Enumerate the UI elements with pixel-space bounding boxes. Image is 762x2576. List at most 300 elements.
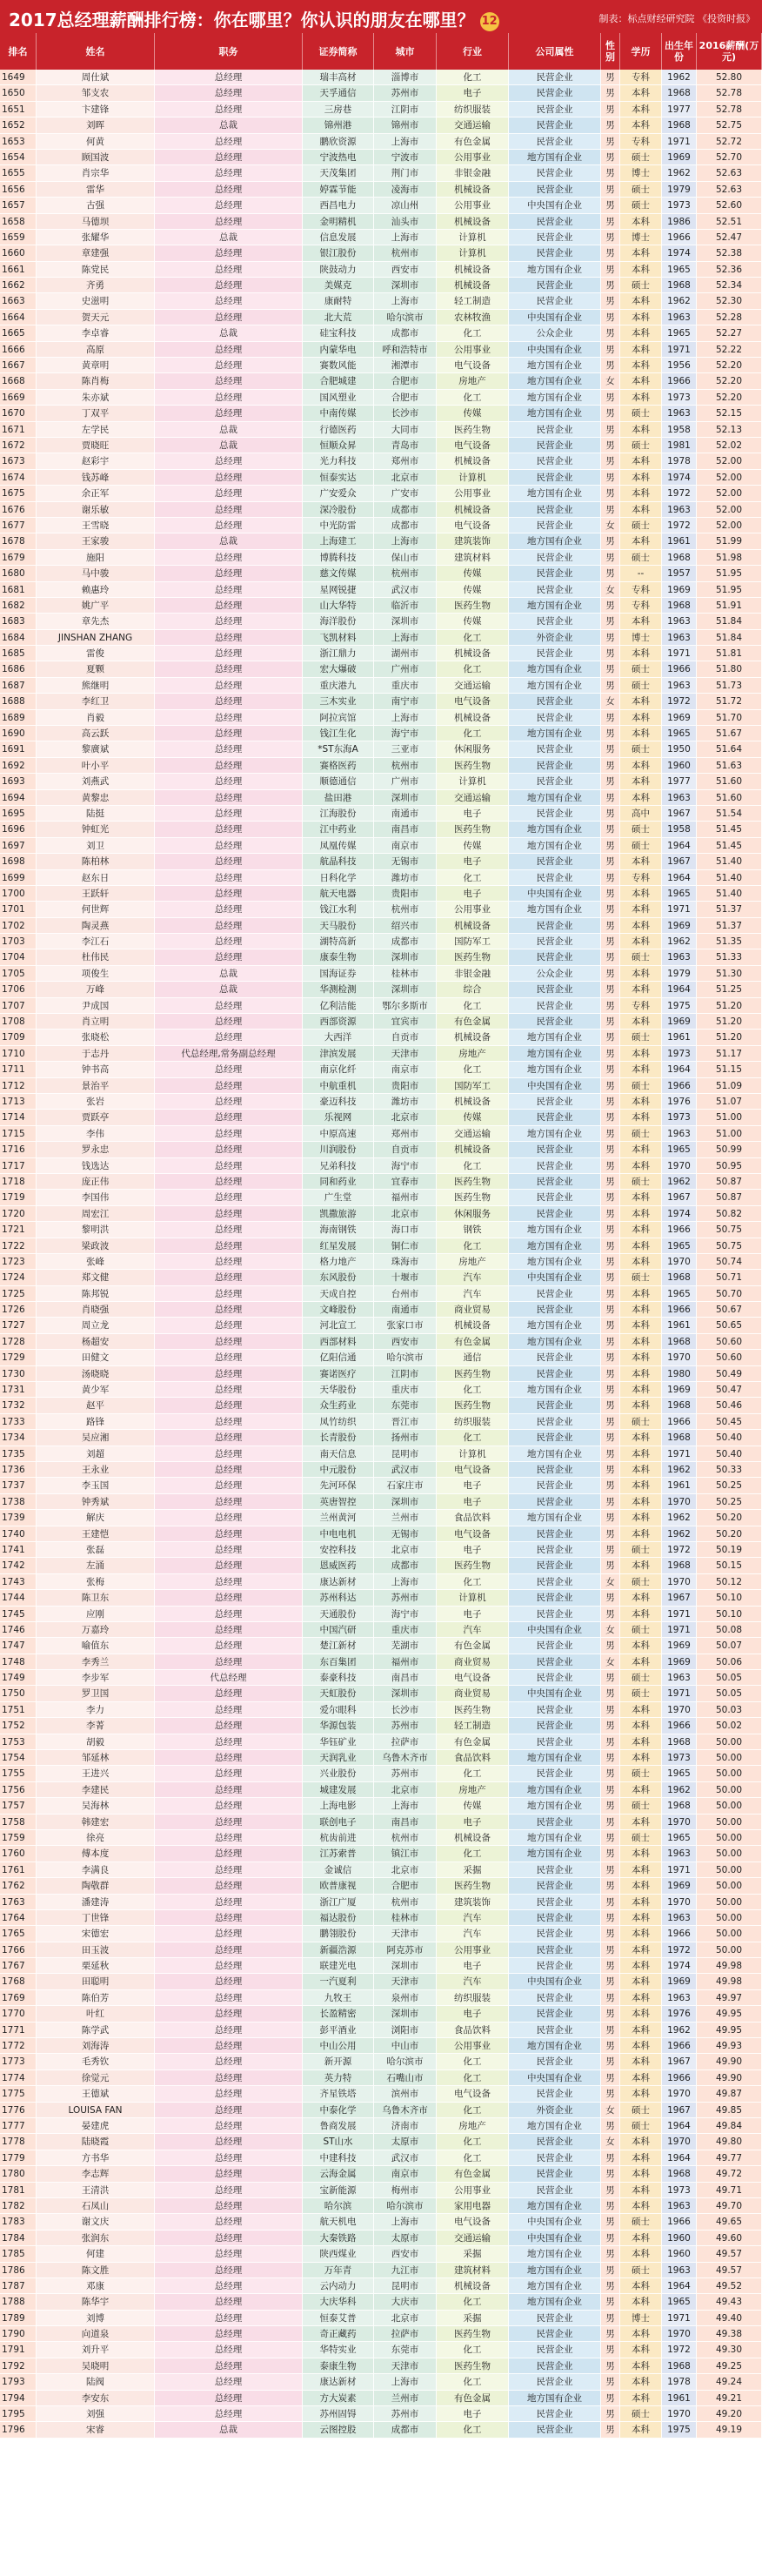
cell-pay: 50.99 — [697, 1142, 762, 1157]
cell-city: 上海市 — [374, 630, 437, 646]
cell-gender: 女 — [601, 1574, 620, 1590]
cell-gender: 男 — [601, 342, 620, 358]
cell-rank: 1721 — [0, 1222, 37, 1238]
cell-stock: 新疆浩源 — [303, 1942, 374, 1958]
cell-gender: 男 — [601, 2086, 620, 2102]
cell-birth-year: 1967 — [662, 1590, 697, 1606]
cell-ownership: 民营企业 — [509, 1142, 601, 1157]
cell-city: 保山市 — [374, 550, 437, 566]
cell-gender: 男 — [601, 614, 620, 629]
cell-ownership: 民营企业 — [509, 1607, 601, 1622]
cell-gender: 男 — [601, 117, 620, 133]
cell-ownership: 地方国有企业 — [509, 1046, 601, 1062]
cell-name: 叶小平 — [37, 758, 155, 774]
cell-pay: 49.52 — [697, 2278, 762, 2294]
cell-industry: 电子 — [437, 2006, 509, 2022]
cell-pay: 50.20 — [697, 1526, 762, 1542]
cell-gender: 男 — [601, 1558, 620, 1573]
cell-rank: 1748 — [0, 1654, 37, 1670]
cell-ownership: 民营企业 — [509, 1398, 601, 1413]
cell-ownership: 民营企业 — [509, 1494, 601, 1510]
cell-pay: 51.98 — [697, 550, 762, 566]
table-row — [0, 678, 762, 694]
cell-stock: 西昌电力 — [303, 198, 374, 213]
cell-industry: 医药生物 — [437, 949, 509, 965]
cell-title: 总经理 — [155, 1558, 303, 1573]
table-row — [0, 165, 762, 181]
cell-industry: 建筑装饰 — [437, 1895, 509, 1910]
cell-birth-year: 1963 — [662, 1990, 697, 2006]
cell-gender: 男 — [601, 1334, 620, 1350]
cell-ownership: 民营企业 — [509, 214, 601, 230]
cell-title: 总经理 — [155, 278, 303, 293]
cell-rank: 1668 — [0, 373, 37, 389]
cell-pay: 49.71 — [697, 2183, 762, 2198]
cell-ownership: 民营企业 — [509, 2374, 601, 2390]
cell-title: 总经理 — [155, 1734, 303, 1750]
cell-gender: 男 — [601, 1462, 620, 1478]
cell-stock: 三木实业 — [303, 694, 374, 709]
cell-industry: 交通运输 — [437, 790, 509, 806]
cell-city: 大同市 — [374, 422, 437, 438]
cell-industry: 食品饮料 — [437, 1750, 509, 1766]
cell-city: 成都市 — [374, 518, 437, 533]
cell-education: 本科 — [620, 2294, 662, 2310]
cell-stock: 哈尔滨 — [303, 2198, 374, 2214]
cell-education: 硕士 — [620, 150, 662, 165]
cell-title: 总经理 — [155, 1174, 303, 1190]
cell-gender: 男 — [601, 774, 620, 789]
cell-education: 本科 — [620, 2166, 662, 2182]
table-row — [0, 2183, 762, 2198]
cell-industry: 公用事业 — [437, 2038, 509, 2054]
table-row — [0, 1446, 762, 1462]
cell-ownership: 地方国有企业 — [509, 1750, 601, 1766]
cell-birth-year: 1969 — [662, 1014, 697, 1030]
cell-stock: 航晶科技 — [303, 854, 374, 869]
cell-gender: 男 — [601, 2294, 620, 2310]
cell-stock: 天通股份 — [303, 1607, 374, 1622]
cell-pay: 51.37 — [697, 918, 762, 934]
cell-education: 本科 — [620, 1750, 662, 1766]
cell-rank: 1747 — [0, 1638, 37, 1654]
cell-title: 总经理 — [155, 1286, 303, 1302]
cell-title: 总经理 — [155, 1318, 303, 1333]
cell-title: 总经理 — [155, 198, 303, 213]
table-row — [0, 582, 762, 598]
cell-stock: 凯撒旅游 — [303, 1206, 374, 1222]
cell-birth-year: 1963 — [662, 406, 697, 421]
cell-birth-year: 1966 — [662, 661, 697, 677]
cell-birth-year: 1963 — [662, 1670, 697, 1686]
cell-industry: 交通运输 — [437, 2231, 509, 2246]
cell-stock: 城建发展 — [303, 1782, 374, 1798]
cell-city: 铜仁市 — [374, 1238, 437, 1254]
cell-name: 汤晓晓 — [37, 1366, 155, 1382]
cell-ownership: 民营企业 — [509, 741, 601, 757]
cell-gender: 男 — [601, 278, 620, 293]
cell-industry: 电子 — [437, 1958, 509, 1974]
table-row — [0, 1558, 762, 1573]
cell-education: 本科 — [620, 1062, 662, 1077]
cell-city: 阿克苏市 — [374, 1942, 437, 1958]
cell-name: 黎廣斌 — [37, 741, 155, 757]
cell-gender: 女 — [601, 1622, 620, 1638]
cell-industry: 汽车 — [437, 1286, 509, 1302]
cell-pay: 52.00 — [697, 502, 762, 518]
table-row — [0, 902, 762, 917]
cell-ownership: 民营企业 — [509, 1926, 601, 1942]
cell-ownership: 民营企业 — [509, 2150, 601, 2166]
cell-title: 总经理 — [155, 2294, 303, 2310]
cell-birth-year: 1961 — [662, 1318, 697, 1333]
cell-industry: 电气设备 — [437, 1526, 509, 1542]
cell-city: 南宁市 — [374, 694, 437, 709]
cell-pay: 51.45 — [697, 838, 762, 854]
cell-rank: 1688 — [0, 694, 37, 709]
cell-education: 本科 — [620, 1846, 662, 1862]
cell-ownership: 地方国有企业 — [509, 661, 601, 677]
cell-gender: 男 — [601, 165, 620, 181]
cell-title: 总裁 — [155, 2422, 303, 2438]
cell-pay: 49.80 — [697, 2134, 762, 2150]
cell-pay: 51.40 — [697, 886, 762, 902]
cell-title: 总经理 — [155, 214, 303, 230]
cell-name: 赵东日 — [37, 870, 155, 886]
cell-name: 吴海林 — [37, 1798, 155, 1814]
cell-birth-year: 1966 — [662, 2038, 697, 2054]
cell-gender: 男 — [601, 886, 620, 902]
cell-title: 总经理 — [155, 2118, 303, 2134]
column-header-gender: 性别 — [601, 33, 620, 70]
cell-title: 总经理 — [155, 1462, 303, 1478]
cell-education: 本科 — [620, 1190, 662, 1205]
cell-city: 呼和浩特市 — [374, 342, 437, 358]
cell-birth-year: 1962 — [662, 934, 697, 949]
cell-ownership: 地方国有企业 — [509, 2038, 601, 2054]
cell-name: 雷俊 — [37, 646, 155, 661]
cell-gender: 男 — [601, 1318, 620, 1333]
cell-stock: 博腾科技 — [303, 550, 374, 566]
cell-birth-year: 1963 — [662, 790, 697, 806]
cell-stock: 恒泰艾普 — [303, 2311, 374, 2326]
cell-education: 硕士 — [620, 1270, 662, 1285]
cell-stock: 钱江生化 — [303, 726, 374, 741]
cell-industry: 医药生物 — [437, 1702, 509, 1718]
cell-name: 陈肖梅 — [37, 373, 155, 389]
cell-pay: 49.84 — [697, 2118, 762, 2134]
cell-ownership: 民营企业 — [509, 1302, 601, 1318]
cell-gender: 男 — [601, 854, 620, 869]
cell-city: 杭州市 — [374, 1830, 437, 1846]
cell-rank: 1783 — [0, 2214, 37, 2230]
cell-birth-year: 1961 — [662, 2391, 697, 2406]
cell-city: 凌海市 — [374, 182, 437, 198]
cell-industry: 汽车 — [437, 1926, 509, 1942]
cell-education: 本科 — [620, 966, 662, 982]
cell-industry: 传媒 — [437, 1110, 509, 1125]
cell-rank: 1653 — [0, 134, 37, 150]
cell-city: 哈尔滨市 — [374, 2198, 437, 2214]
cell-stock: 中光防雷 — [303, 518, 374, 533]
cell-industry: 家用电器 — [437, 2198, 509, 2214]
cell-rank: 1765 — [0, 1926, 37, 1942]
cell-birth-year: 1967 — [662, 2054, 697, 2070]
cell-education: 本科 — [620, 1158, 662, 1174]
cell-rank: 1701 — [0, 902, 37, 917]
cell-name: 刘燕武 — [37, 774, 155, 789]
cell-gender: 男 — [601, 566, 620, 581]
table-row — [0, 806, 762, 822]
cell-name: 周立龙 — [37, 1318, 155, 1333]
cell-city: 深圳市 — [374, 790, 437, 806]
cell-ownership: 地方国有企业 — [509, 1254, 601, 1270]
cell-stock: 华测检测 — [303, 982, 374, 997]
cell-title: 总经理 — [155, 1622, 303, 1638]
cell-ownership: 民营企业 — [509, 1462, 601, 1478]
cell-education: 本科 — [620, 422, 662, 438]
cell-education: 硕士 — [620, 1078, 662, 1094]
table-row — [0, 1974, 762, 1989]
cell-pay: 51.81 — [697, 646, 762, 661]
cell-rank: 1720 — [0, 1206, 37, 1222]
cell-education: 专科 — [620, 134, 662, 150]
cell-gender: 男 — [601, 2326, 620, 2342]
cell-gender: 男 — [601, 1254, 620, 1270]
cell-birth-year: 1968 — [662, 85, 697, 101]
cell-stock: 陕鼓动力 — [303, 262, 374, 278]
cell-pay: 50.46 — [697, 1398, 762, 1413]
cell-birth-year: 1970 — [662, 1815, 697, 1830]
cell-city: 武汉市 — [374, 582, 437, 598]
cell-gender: 男 — [601, 1062, 620, 1077]
cell-city: 上海市 — [374, 1798, 437, 1814]
cell-title: 总经理 — [155, 790, 303, 806]
cell-gender: 男 — [601, 1926, 620, 1942]
cell-city: 乌鲁木齐市 — [374, 2103, 437, 2118]
cell-industry: 电子 — [437, 1607, 509, 1622]
table-row — [0, 1702, 762, 1718]
cell-city: 成都市 — [374, 1558, 437, 1573]
cell-industry: 房地产 — [437, 2118, 509, 2134]
cell-stock: 鹏翎股份 — [303, 1926, 374, 1942]
cell-pay: 50.82 — [697, 1206, 762, 1222]
cell-industry: 采掘 — [437, 2246, 509, 2262]
cell-name: 钟虹光 — [37, 822, 155, 837]
cell-education: 本科 — [620, 710, 662, 726]
cell-rank: 1777 — [0, 2118, 37, 2134]
cell-ownership: 地方国有企业 — [509, 1798, 601, 1814]
cell-title: 总经理 — [155, 998, 303, 1014]
cell-industry: 公用事业 — [437, 342, 509, 358]
cell-birth-year: 1965 — [662, 1238, 697, 1254]
table-row — [0, 2023, 762, 2038]
cell-stock: 慈文传媒 — [303, 566, 374, 581]
cell-rank: 1692 — [0, 758, 37, 774]
cell-pay: 50.03 — [697, 1702, 762, 1718]
cell-rank: 1746 — [0, 1622, 37, 1638]
cell-stock: 三房巷 — [303, 102, 374, 117]
cell-city: 哈尔滨市 — [374, 2054, 437, 2070]
cell-industry: 化工 — [437, 2054, 509, 2070]
cell-birth-year: 1962 — [662, 70, 697, 85]
cell-stock: 一汽夏利 — [303, 1974, 374, 1989]
cell-education: 本科 — [620, 533, 662, 549]
cell-city: 锦州市 — [374, 117, 437, 133]
cell-birth-year: 1962 — [662, 1782, 697, 1798]
cell-gender: 男 — [601, 1782, 620, 1798]
cell-ownership: 中央国有企业 — [509, 2070, 601, 2086]
table-row — [0, 982, 762, 997]
cell-title: 总经理 — [155, 2342, 303, 2358]
cell-title: 总经理 — [155, 1222, 303, 1238]
cell-stock: 瑞丰高材 — [303, 70, 374, 85]
cell-gender: 男 — [601, 1878, 620, 1894]
cell-pay: 50.60 — [697, 1350, 762, 1365]
cell-rank: 1716 — [0, 1142, 37, 1157]
cell-education: 硕士 — [620, 2263, 662, 2278]
cell-gender: 男 — [601, 1958, 620, 1974]
cell-education: 本科 — [620, 2342, 662, 2358]
cell-title: 总经理 — [155, 1126, 303, 1142]
cell-city: 上海市 — [374, 533, 437, 549]
cell-education: 博士 — [620, 630, 662, 646]
cell-rank: 1675 — [0, 486, 37, 501]
cell-name: 肖宗华 — [37, 165, 155, 181]
cell-industry: 机械设备 — [437, 182, 509, 198]
cell-industry: 国防军工 — [437, 934, 509, 949]
cell-name: 肖晓强 — [37, 1302, 155, 1318]
cell-ownership: 民营企业 — [509, 806, 601, 822]
cell-gender: 男 — [601, 438, 620, 453]
cell-city: 海宁市 — [374, 1158, 437, 1174]
cell-name: 贾晓旺 — [37, 438, 155, 453]
cell-education: 本科 — [620, 358, 662, 373]
cell-education: 本科 — [620, 726, 662, 741]
cell-name: 施阳 — [37, 550, 155, 566]
cell-rank: 1763 — [0, 1895, 37, 1910]
cell-stock: 金诚信 — [303, 1862, 374, 1878]
cell-education: 本科 — [620, 1878, 662, 1894]
cell-education: 硕士 — [620, 1830, 662, 1846]
cell-education: 本科 — [620, 2134, 662, 2150]
cell-industry: 医药生物 — [437, 1366, 509, 1382]
cell-birth-year: 1979 — [662, 182, 697, 198]
cell-ownership: 民营企业 — [509, 1094, 601, 1110]
cell-stock: 泰豪科技 — [303, 1670, 374, 1686]
cell-education: 硕士 — [620, 198, 662, 213]
cell-pay: 49.57 — [697, 2246, 762, 2262]
cell-birth-year: 1966 — [662, 373, 697, 389]
cell-title: 总经理 — [155, 678, 303, 694]
cell-industry: 机械设备 — [437, 453, 509, 469]
cell-title: 总经理 — [155, 1334, 303, 1350]
cell-ownership: 民营企业 — [509, 550, 601, 566]
cell-stock: 九牧王 — [303, 1990, 374, 2006]
cell-title: 总经理 — [155, 774, 303, 789]
cell-rank: 1742 — [0, 1558, 37, 1573]
cell-industry: 计算机 — [437, 1590, 509, 1606]
cell-title: 总经理 — [155, 2198, 303, 2214]
cell-ownership: 民营企业 — [509, 758, 601, 774]
cell-stock: 中山公用 — [303, 2038, 374, 2054]
cell-title: 总经理 — [155, 1494, 303, 1510]
cell-gender: 男 — [601, 390, 620, 406]
cell-birth-year: 1973 — [662, 2183, 697, 2198]
cell-industry: 化工 — [437, 1382, 509, 1398]
cell-pay: 50.87 — [697, 1190, 762, 1205]
cell-ownership: 地方国有企业 — [509, 1382, 601, 1398]
cell-pay: 50.45 — [697, 1414, 762, 1430]
cell-city: 成都市 — [374, 934, 437, 949]
cell-name: 刘卫 — [37, 838, 155, 854]
cell-ownership: 地方国有企业 — [509, 1846, 601, 1862]
cell-name: 王德斌 — [37, 2086, 155, 2102]
cell-ownership: 地方国有企业 — [509, 1334, 601, 1350]
cell-ownership: 民营企业 — [509, 70, 601, 85]
cell-gender: 男 — [601, 2342, 620, 2358]
cell-birth-year: 1966 — [662, 1302, 697, 1318]
cell-birth-year: 1971 — [662, 646, 697, 661]
cell-education: 专科 — [620, 582, 662, 598]
cell-education: 专科 — [620, 598, 662, 614]
cell-industry: 机械设备 — [437, 918, 509, 934]
cell-rank: 1784 — [0, 2231, 37, 2246]
cell-pay: 50.10 — [697, 1590, 762, 1606]
cell-name: 周仕斌 — [37, 70, 155, 85]
cell-name: 万峰 — [37, 982, 155, 997]
cell-education: 本科 — [620, 1990, 662, 2006]
cell-title: 总经理 — [155, 918, 303, 934]
cell-education: 本科 — [620, 982, 662, 997]
cell-education: -- — [620, 566, 662, 581]
cell-pay: 51.63 — [697, 758, 762, 774]
cell-name: 应刚 — [37, 1607, 155, 1622]
cell-rank: 1652 — [0, 117, 37, 133]
cell-city: 海宁市 — [374, 1607, 437, 1622]
cell-rank: 1713 — [0, 1094, 37, 1110]
cell-city: 重庆市 — [374, 1622, 437, 1638]
cell-industry: 非银金融 — [437, 165, 509, 181]
cell-title: 总经理 — [155, 1030, 303, 1045]
cell-city: 浏阳市 — [374, 2023, 437, 2038]
cell-stock: 大秦铁路 — [303, 2231, 374, 2246]
cell-gender: 男 — [601, 134, 620, 150]
cell-ownership: 民营企业 — [509, 934, 601, 949]
cell-education: 硕士 — [620, 1670, 662, 1686]
cell-stock: 海洋股份 — [303, 614, 374, 629]
cell-stock: 川润股份 — [303, 1142, 374, 1157]
cell-education: 硕士 — [620, 1622, 662, 1638]
cell-birth-year: 1970 — [662, 1574, 697, 1590]
cell-birth-year: 1958 — [662, 422, 697, 438]
cell-city: 深圳市 — [374, 982, 437, 997]
table-row — [0, 1158, 762, 1174]
cell-stock: 安控科技 — [303, 1542, 374, 1558]
cell-birth-year: 1967 — [662, 854, 697, 869]
cell-ownership: 地方国有企业 — [509, 262, 601, 278]
cell-name: 徐觉元 — [37, 2070, 155, 2086]
cell-education: 本科 — [620, 2278, 662, 2294]
cell-name: 卞建锋 — [37, 102, 155, 117]
cell-ownership: 地方国有企业 — [509, 790, 601, 806]
cell-pay: 51.95 — [697, 582, 762, 598]
cell-name: 叶红 — [37, 2006, 155, 2022]
cell-rank: 1791 — [0, 2342, 37, 2358]
cell-birth-year: 1968 — [662, 550, 697, 566]
cell-gender: 男 — [601, 102, 620, 117]
table-row — [0, 214, 762, 230]
